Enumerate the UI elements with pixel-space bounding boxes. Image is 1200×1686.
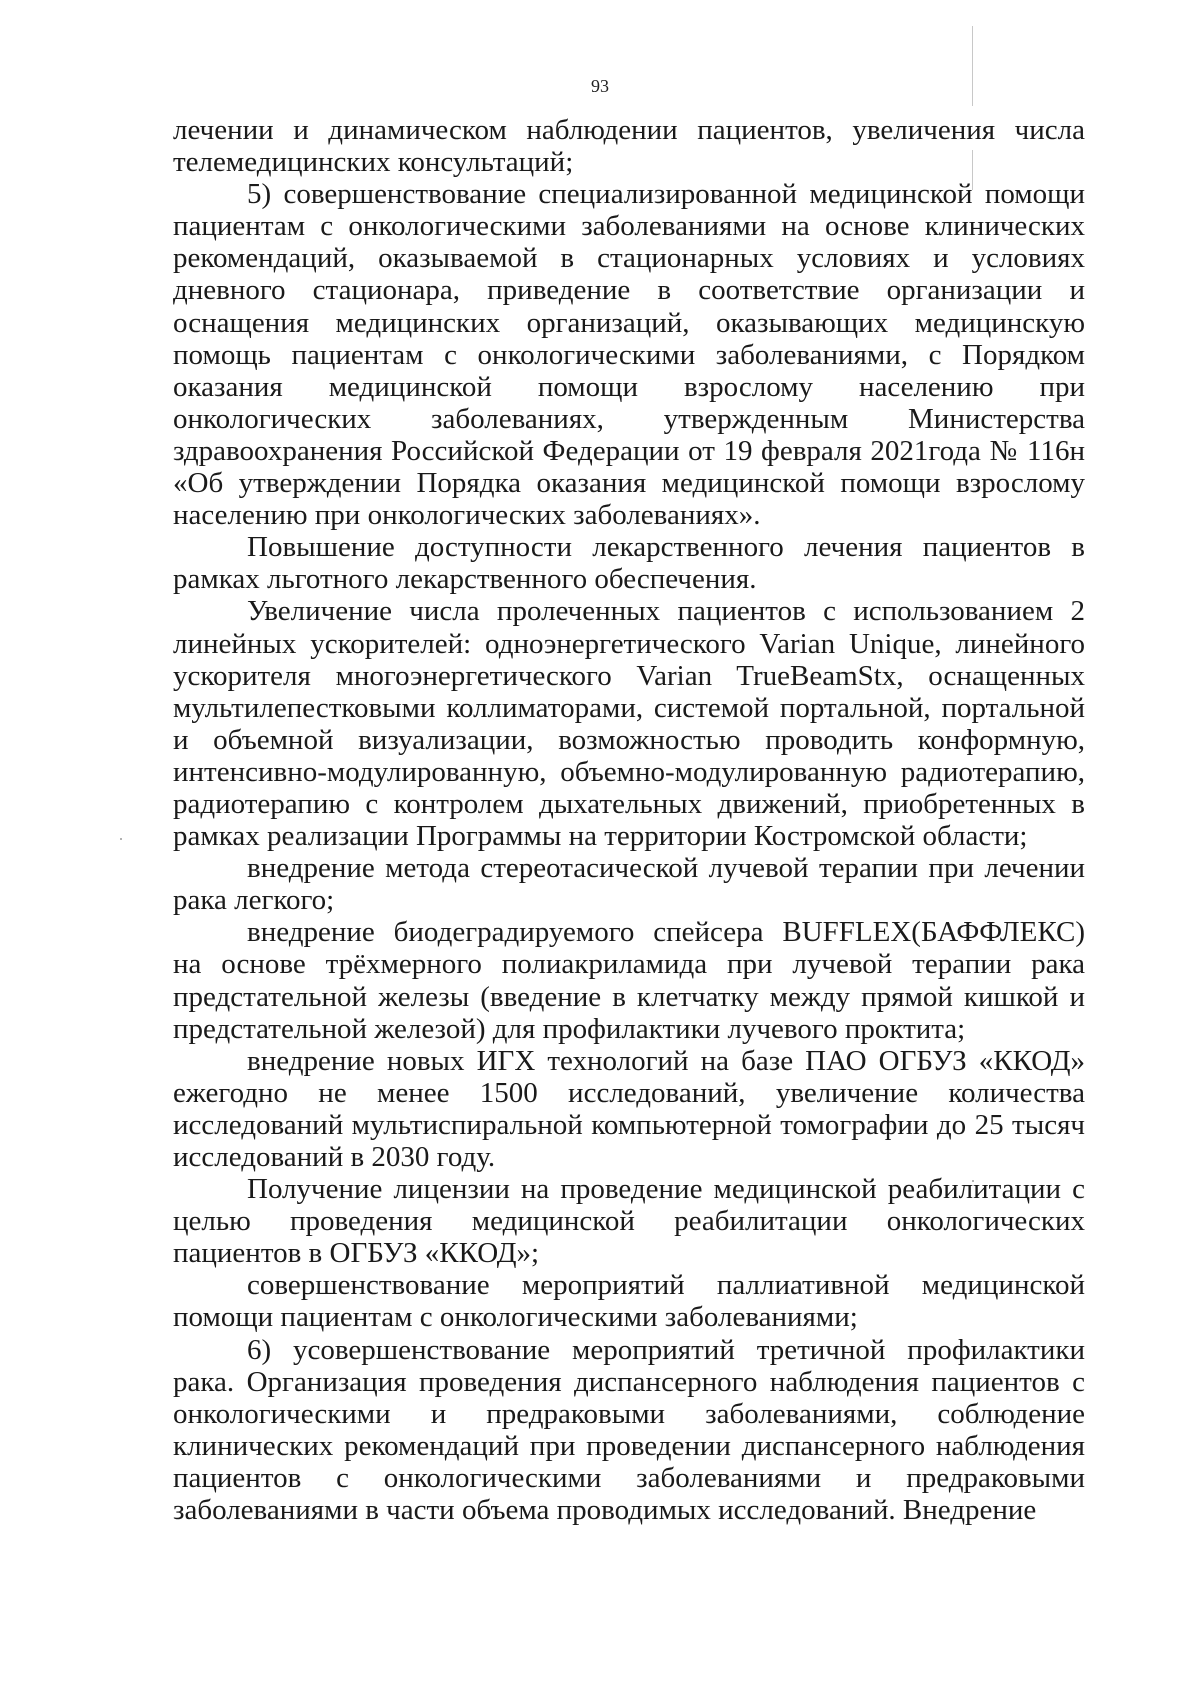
page-number: 93: [591, 76, 609, 96]
paragraph: Повышение доступности лекарственного лечения пациентов в рамках льготного лекарственного обеспечения.: [173, 531, 1085, 596]
paragraph: 5) совершенствование специализированной медицинской помощи пациентам с онкологическими заболеваниями на основе клинических рекомендаций, оказываемой в стационарных условиях и условиях дневного стационара, приведение в соответствие организации и оснащения медицинских организаций, оказывающих медицинскую помощь пациентам с онкологическими заболеваниями, с Порядком оказания медицинской помощи взрослому населению при онкологических заболеваниях, утвержденным Министерства здравоохранения Российской Федерации от 19 февраля 2021года № 116н «Об утверждении Порядка оказания медицинской помощи взрослому населению при онкологических заболеваниях».: [173, 178, 1085, 532]
paragraph: Получение лицензии на проведение медицинской реабилитации с целью проведения медицинской реабилитации онкологических пациентов в ОГБУЗ «ККОД»;: [173, 1173, 1085, 1270]
paragraph: лечении и динамическом наблюдении пациентов, увеличения числа телемедицинских консультаций;: [173, 114, 1085, 179]
paragraph: 6) усовершенствование мероприятий третичной профилактики рака. Организация проведения диспансерного наблюдения пациентов с онкологическими и предраковыми заболеваниями, соблюдение клинических рекомендаций при проведении диспансерного наблюдения пациентов с онкологическими заболеваниями и предраковыми заболеваниями в части объема проводимых исследований. Внедрение: [173, 1333, 1085, 1527]
scan-speck: [120, 838, 122, 840]
paragraph: Увеличение числа пролеченных пациентов с использованием 2 линейных ускорителей: одноэнергетического Varian Unique, линейного ускорителя многоэнергетического Varian TrueBeamStx, оснащенных мультилепестковыми коллиматорами, системой портальной, портальной и объемной визуализации, возможностью проводить конформную, интенсивно-модулированную, объемно-модулированную радиотерапию, радиотерапию с контролем дыхательных движений, приобретенных в рамках реализации Программы на территории Костромской области;: [173, 595, 1085, 853]
paragraph: совершенствование мероприятий паллиативной медицинской помощи пациентам с онкологическими заболеваниями;: [173, 1269, 1085, 1334]
paragraph: внедрение биодеградируемого спейсера BUFFLEX(БАФФЛЕКС) на основе трёхмерного полиакриламида при лучевой терапии рака предстательной железы (введение в клетчатку между прямой кишкой и предстательной железой) для профилактики лучевого проктита;: [173, 916, 1085, 1045]
paragraph: внедрение метода стереотасической лучевой терапии при лечении рака легкого;: [173, 852, 1085, 917]
paragraph: внедрение новых ИГХ технологий на базе ПАО ОГБУЗ «ККОД» ежегодно не менее 1500 исследований, увеличение количества исследований мультиспиральной компьютерной томографии до 25 тысяч исследований в 2030 году.: [173, 1044, 1085, 1173]
document-body: [173, 114, 1085, 1526]
